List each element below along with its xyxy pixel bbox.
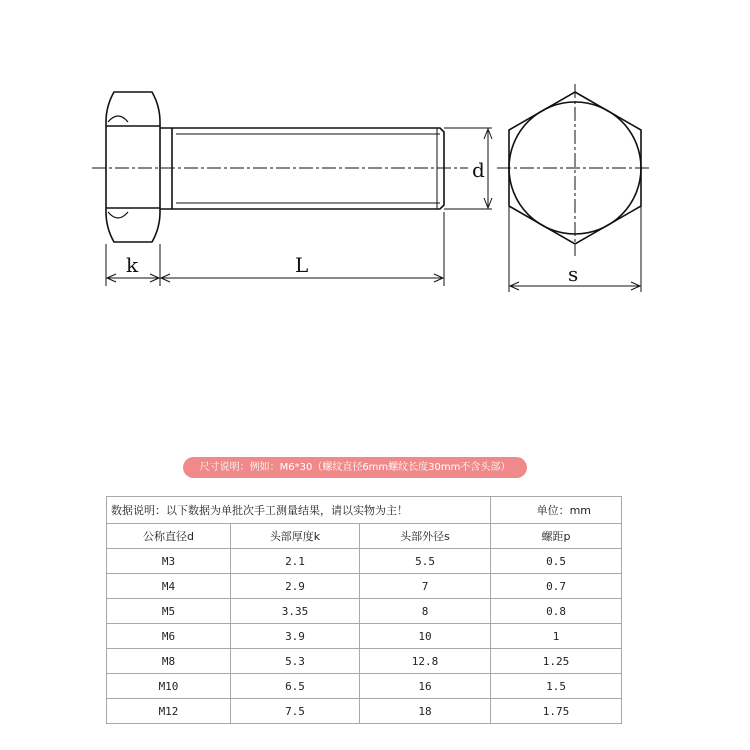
- header-head-width: 头部外径s: [360, 524, 491, 549]
- table-note: 数据说明：以下数据为单批次手工测量结果，请以实物为主！: [107, 497, 491, 524]
- cell-p: 1.75: [491, 699, 622, 724]
- table-row: [107, 649, 622, 674]
- cell-s: 10: [360, 624, 491, 649]
- cell-k: 3.35: [231, 599, 360, 624]
- header-nominal-diameter: 公称直径d: [107, 524, 231, 549]
- cell-p: 0.8: [491, 599, 622, 624]
- table-row: [107, 674, 622, 699]
- table-row: [107, 549, 622, 574]
- cell-s: 18: [360, 699, 491, 724]
- bolt-technical-drawing: [0, 0, 750, 320]
- table-unit: 单位：mm: [491, 497, 622, 524]
- cell-size: M10: [107, 674, 231, 699]
- cell-s: 7: [360, 574, 491, 599]
- cell-size: M8: [107, 649, 231, 674]
- s-label: s: [568, 262, 579, 286]
- cell-p: 1.5: [491, 674, 622, 699]
- k-label: k: [126, 253, 139, 277]
- bolt-head-outline: [106, 92, 160, 242]
- cell-k: 2.1: [231, 549, 360, 574]
- d-label: d: [472, 158, 485, 182]
- header-pitch: 螺距p: [491, 524, 622, 549]
- cell-p: 0.5: [491, 549, 622, 574]
- table-row: [107, 574, 622, 599]
- cell-size: M12: [107, 699, 231, 724]
- table-row: [107, 599, 622, 624]
- cell-k: 5.3: [231, 649, 360, 674]
- cell-s: 12.8: [360, 649, 491, 674]
- table-row: [107, 699, 622, 724]
- cell-s: 8: [360, 599, 491, 624]
- cell-size: M4: [107, 574, 231, 599]
- cell-k: 6.5: [231, 674, 360, 699]
- cell-size: M5: [107, 599, 231, 624]
- table-header-row: [107, 524, 622, 549]
- L-label: L: [295, 253, 309, 277]
- bolt-spec-table: [106, 496, 622, 724]
- size-explanation-banner: 尺寸说明：例如：M6*30（螺纹直径6mm螺纹长度30mm不含头部）: [183, 457, 527, 478]
- cell-p: 0.7: [491, 574, 622, 599]
- cell-k: 2.9: [231, 574, 360, 599]
- bolt-head-face-curve: [108, 116, 128, 218]
- cell-p: 1: [491, 624, 622, 649]
- cell-k: 3.9: [231, 624, 360, 649]
- header-head-thickness: 头部厚度k: [231, 524, 360, 549]
- cell-size: M6: [107, 624, 231, 649]
- cell-s: 5.5: [360, 549, 491, 574]
- table-row: [107, 624, 622, 649]
- cell-size: M3: [107, 549, 231, 574]
- cell-s: 16: [360, 674, 491, 699]
- table-note-row: [107, 497, 622, 524]
- cell-k: 7.5: [231, 699, 360, 724]
- cell-p: 1.25: [491, 649, 622, 674]
